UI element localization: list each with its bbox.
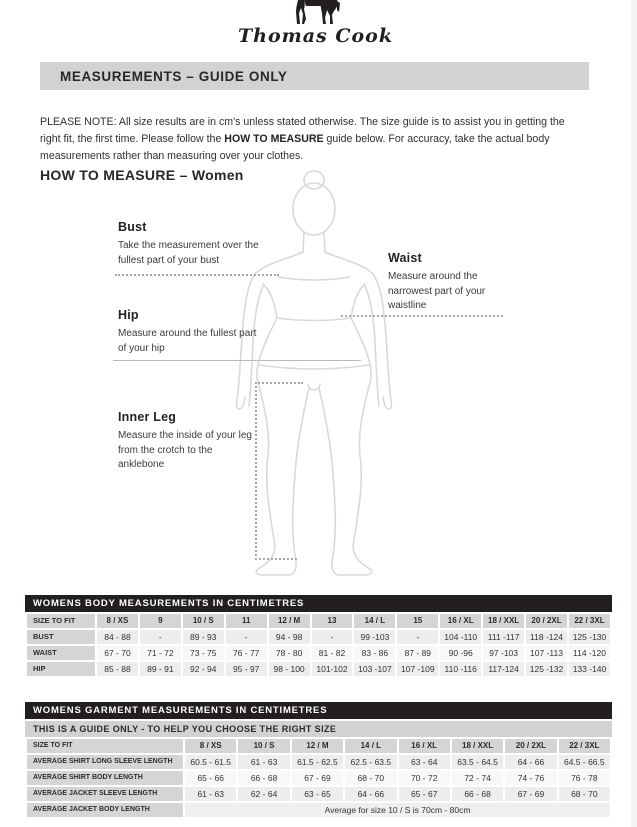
row-label-cell: AVERAGE JACKET SLEEVE LENGTH — [27, 787, 183, 801]
please-note-text — [40, 114, 580, 165]
table-row — [27, 787, 610, 801]
body-measurements-table — [25, 612, 612, 678]
value-cell: 65 - 66 — [185, 771, 236, 785]
size-header-cell: 11 — [226, 614, 267, 628]
size-header-cell: 15 — [397, 614, 438, 628]
value-cell: 107 -109 — [397, 662, 438, 676]
value-cell: 83 - 86 — [354, 646, 395, 660]
value-cell: 87 - 89 — [397, 646, 438, 660]
row-label-cell: HIP — [27, 662, 95, 676]
row-label-cell: BUST — [27, 630, 95, 644]
size-header-row — [27, 614, 610, 628]
value-cell: 63 - 64 — [399, 755, 450, 769]
value-cell: 76 - 78 — [559, 771, 610, 785]
hip-guide-line — [113, 360, 361, 361]
value-cell: 64.5 - 66.5 — [559, 755, 610, 769]
value-cell: 99 -103 — [354, 630, 395, 644]
size-header-cell: 22 / 3XL — [559, 739, 610, 753]
value-cell: 92 - 94 — [183, 662, 224, 676]
value-cell: 125 -130 — [569, 630, 610, 644]
size-header-cell: 10 / S — [238, 739, 289, 753]
value-cell: 61 - 63 — [238, 755, 289, 769]
value-cell: 78 - 80 — [269, 646, 310, 660]
value-cell: 68 - 70 — [559, 787, 610, 801]
row-label-cell: AVERAGE SHIRT LONG SLEEVE LENGTH — [27, 755, 183, 769]
scrollbar-track[interactable] — [631, 0, 637, 827]
size-header-cell: 22 / 3XL — [569, 614, 610, 628]
size-to-fit-label: SIZE TO FIT — [27, 739, 183, 753]
size-header-cell: 13 — [312, 614, 353, 628]
value-cell: 74 - 76 — [505, 771, 556, 785]
row-label-cell: AVERAGE SHIRT BODY LENGTH — [27, 771, 183, 785]
value-cell: 65 - 67 — [399, 787, 450, 801]
waist-label-title: Waist — [388, 251, 422, 265]
size-header-cell: 12 / M — [292, 739, 343, 753]
size-to-fit-label: SIZE TO FIT — [27, 614, 95, 628]
value-cell: 89 - 93 — [183, 630, 224, 644]
value-cell: 133 -140 — [569, 662, 610, 676]
value-cell: - — [140, 630, 181, 644]
note-bold: HOW TO MEASURE — [224, 132, 324, 145]
value-cell: 110 -116 — [440, 662, 481, 676]
inner-leg-label-title: Inner Leg — [118, 410, 177, 424]
page-title: MEASUREMENTS – GUIDE ONLY — [60, 68, 288, 84]
brand-logo-text: Thomas Cook — [238, 25, 393, 47]
size-header-cell: 9 — [140, 614, 181, 628]
body-measurements-section — [25, 595, 612, 678]
table-row — [27, 646, 610, 660]
body-table-title: WOMENS BODY MEASUREMENTS IN CENTIMETRES — [25, 595, 612, 612]
waist-label — [388, 251, 516, 314]
value-cell: 67 - 69 — [505, 787, 556, 801]
table-row — [27, 803, 610, 817]
bust-label-title: Bust — [118, 220, 147, 234]
value-cell: 85 - 88 — [97, 662, 138, 676]
size-header-cell: 12 / M — [269, 614, 310, 628]
bust-label — [118, 220, 278, 268]
table-row — [27, 662, 610, 676]
value-cell: 95 - 97 — [226, 662, 267, 676]
inner-leg-guide-bottom — [255, 558, 297, 560]
bust-label-description: Take the measurement over the fullest part of your bust — [118, 240, 259, 266]
hip-label-description: Measure around the fullest part of your hip — [118, 328, 257, 354]
value-cell: 61 - 63 — [185, 787, 236, 801]
size-header-cell: 14 / L — [354, 614, 395, 628]
size-header-cell: 20 / 2XL — [505, 739, 556, 753]
value-cell: 84 - 88 — [97, 630, 138, 644]
size-header-cell: 16 / XL — [399, 739, 450, 753]
value-cell: 117-124 — [483, 662, 524, 676]
waist-label-description: Measure around the narrowest part of your waistline — [388, 271, 486, 311]
note-prefix: PLEASE NOTE: All size results are in cm's unless stated otherwise. The size guide is to assist you in getting the right fit, the first time. Please follow the — [40, 115, 565, 145]
size-header-cell: 16 / XL — [440, 614, 481, 628]
size-header-cell: 8 / XS — [97, 614, 138, 628]
value-cell: 71 - 72 — [140, 646, 181, 660]
table-row — [27, 755, 610, 769]
inner-leg-guide-top — [255, 382, 303, 384]
value-cell: 68 - 70 — [345, 771, 396, 785]
value-cell: 111 -117 — [483, 630, 524, 644]
value-cell: 64 - 66 — [505, 755, 556, 769]
horse-logo-icon — [291, 0, 341, 25]
brand-logo — [0, 0, 631, 47]
value-cell: 66 - 68 — [238, 771, 289, 785]
value-cell: 89 - 91 — [140, 662, 181, 676]
size-header-cell: 8 / XS — [185, 739, 236, 753]
note-suffix: guide below. For accuracy, take the actual body measurements rather than measuring over your clothes. — [40, 132, 550, 162]
garment-table-subtitle: THIS IS A GUIDE ONLY - TO HELP YOU CHOOSE THE RIGHT SIZE — [25, 721, 612, 737]
value-cell: 67 - 70 — [97, 646, 138, 660]
size-header-cell: 20 / 2XL — [526, 614, 567, 628]
value-cell: 114 -120 — [569, 646, 610, 660]
page-title-bar — [40, 62, 589, 90]
size-header-cell: 18 / XXL — [452, 739, 503, 753]
how-to-measure-title: HOW TO MEASURE – Women — [40, 167, 244, 183]
table-row — [27, 630, 610, 644]
value-cell: 107 -113 — [526, 646, 567, 660]
garment-table-title: WOMENS GARMENT MEASUREMENTS IN CENTIMETRES — [25, 702, 612, 719]
value-cell: 94 - 98 — [269, 630, 310, 644]
value-cell: 63 - 65 — [292, 787, 343, 801]
value-cell: 104 -110 — [440, 630, 481, 644]
value-cell: - — [397, 630, 438, 644]
value-cell: 62.5 - 63.5 — [345, 755, 396, 769]
value-cell: - — [226, 630, 267, 644]
value-cell: 66 - 68 — [452, 787, 503, 801]
value-cell: 73 - 75 — [183, 646, 224, 660]
value-cell: - — [312, 630, 353, 644]
value-cell: 90 -96 — [440, 646, 481, 660]
value-cell: 64 - 66 — [345, 787, 396, 801]
size-header-cell: 10 / S — [183, 614, 224, 628]
hip-label — [118, 308, 258, 356]
row-label-cell: WAIST — [27, 646, 95, 660]
span-value-cell: Average for size 10 / S is 70cm - 80cm — [185, 803, 610, 817]
value-cell: 62 - 64 — [238, 787, 289, 801]
garment-measurements-table — [25, 737, 612, 819]
value-cell: 98 - 100 — [269, 662, 310, 676]
hip-label-title: Hip — [118, 308, 139, 322]
value-cell: 61.5 - 62.5 — [292, 755, 343, 769]
value-cell: 70 - 72 — [399, 771, 450, 785]
garment-measurements-section — [25, 702, 612, 819]
table-row — [27, 771, 610, 785]
value-cell: 103 -107 — [354, 662, 395, 676]
value-cell: 97 -103 — [483, 646, 524, 660]
value-cell: 125 -132 — [526, 662, 567, 676]
value-cell: 60.5 - 61.5 — [185, 755, 236, 769]
size-header-cell: 18 / XXL — [483, 614, 524, 628]
value-cell: 76 - 77 — [226, 646, 267, 660]
size-header-row — [27, 739, 610, 753]
value-cell: 72 - 74 — [452, 771, 503, 785]
size-header-cell: 14 / L — [345, 739, 396, 753]
waist-guide-line — [341, 315, 503, 317]
bust-guide-line — [115, 274, 279, 276]
inner-leg-label-description: Measure the inside of your leg from the crotch to the anklebone — [118, 430, 252, 470]
value-cell: 63.5 - 64.5 — [452, 755, 503, 769]
inner-leg-label — [118, 410, 256, 473]
value-cell: 101-102 — [312, 662, 353, 676]
value-cell: 118 -124 — [526, 630, 567, 644]
value-cell: 81 - 82 — [312, 646, 353, 660]
row-label-cell: AVERAGE JACKET BODY LENGTH — [27, 803, 183, 817]
value-cell: 67 - 69 — [292, 771, 343, 785]
